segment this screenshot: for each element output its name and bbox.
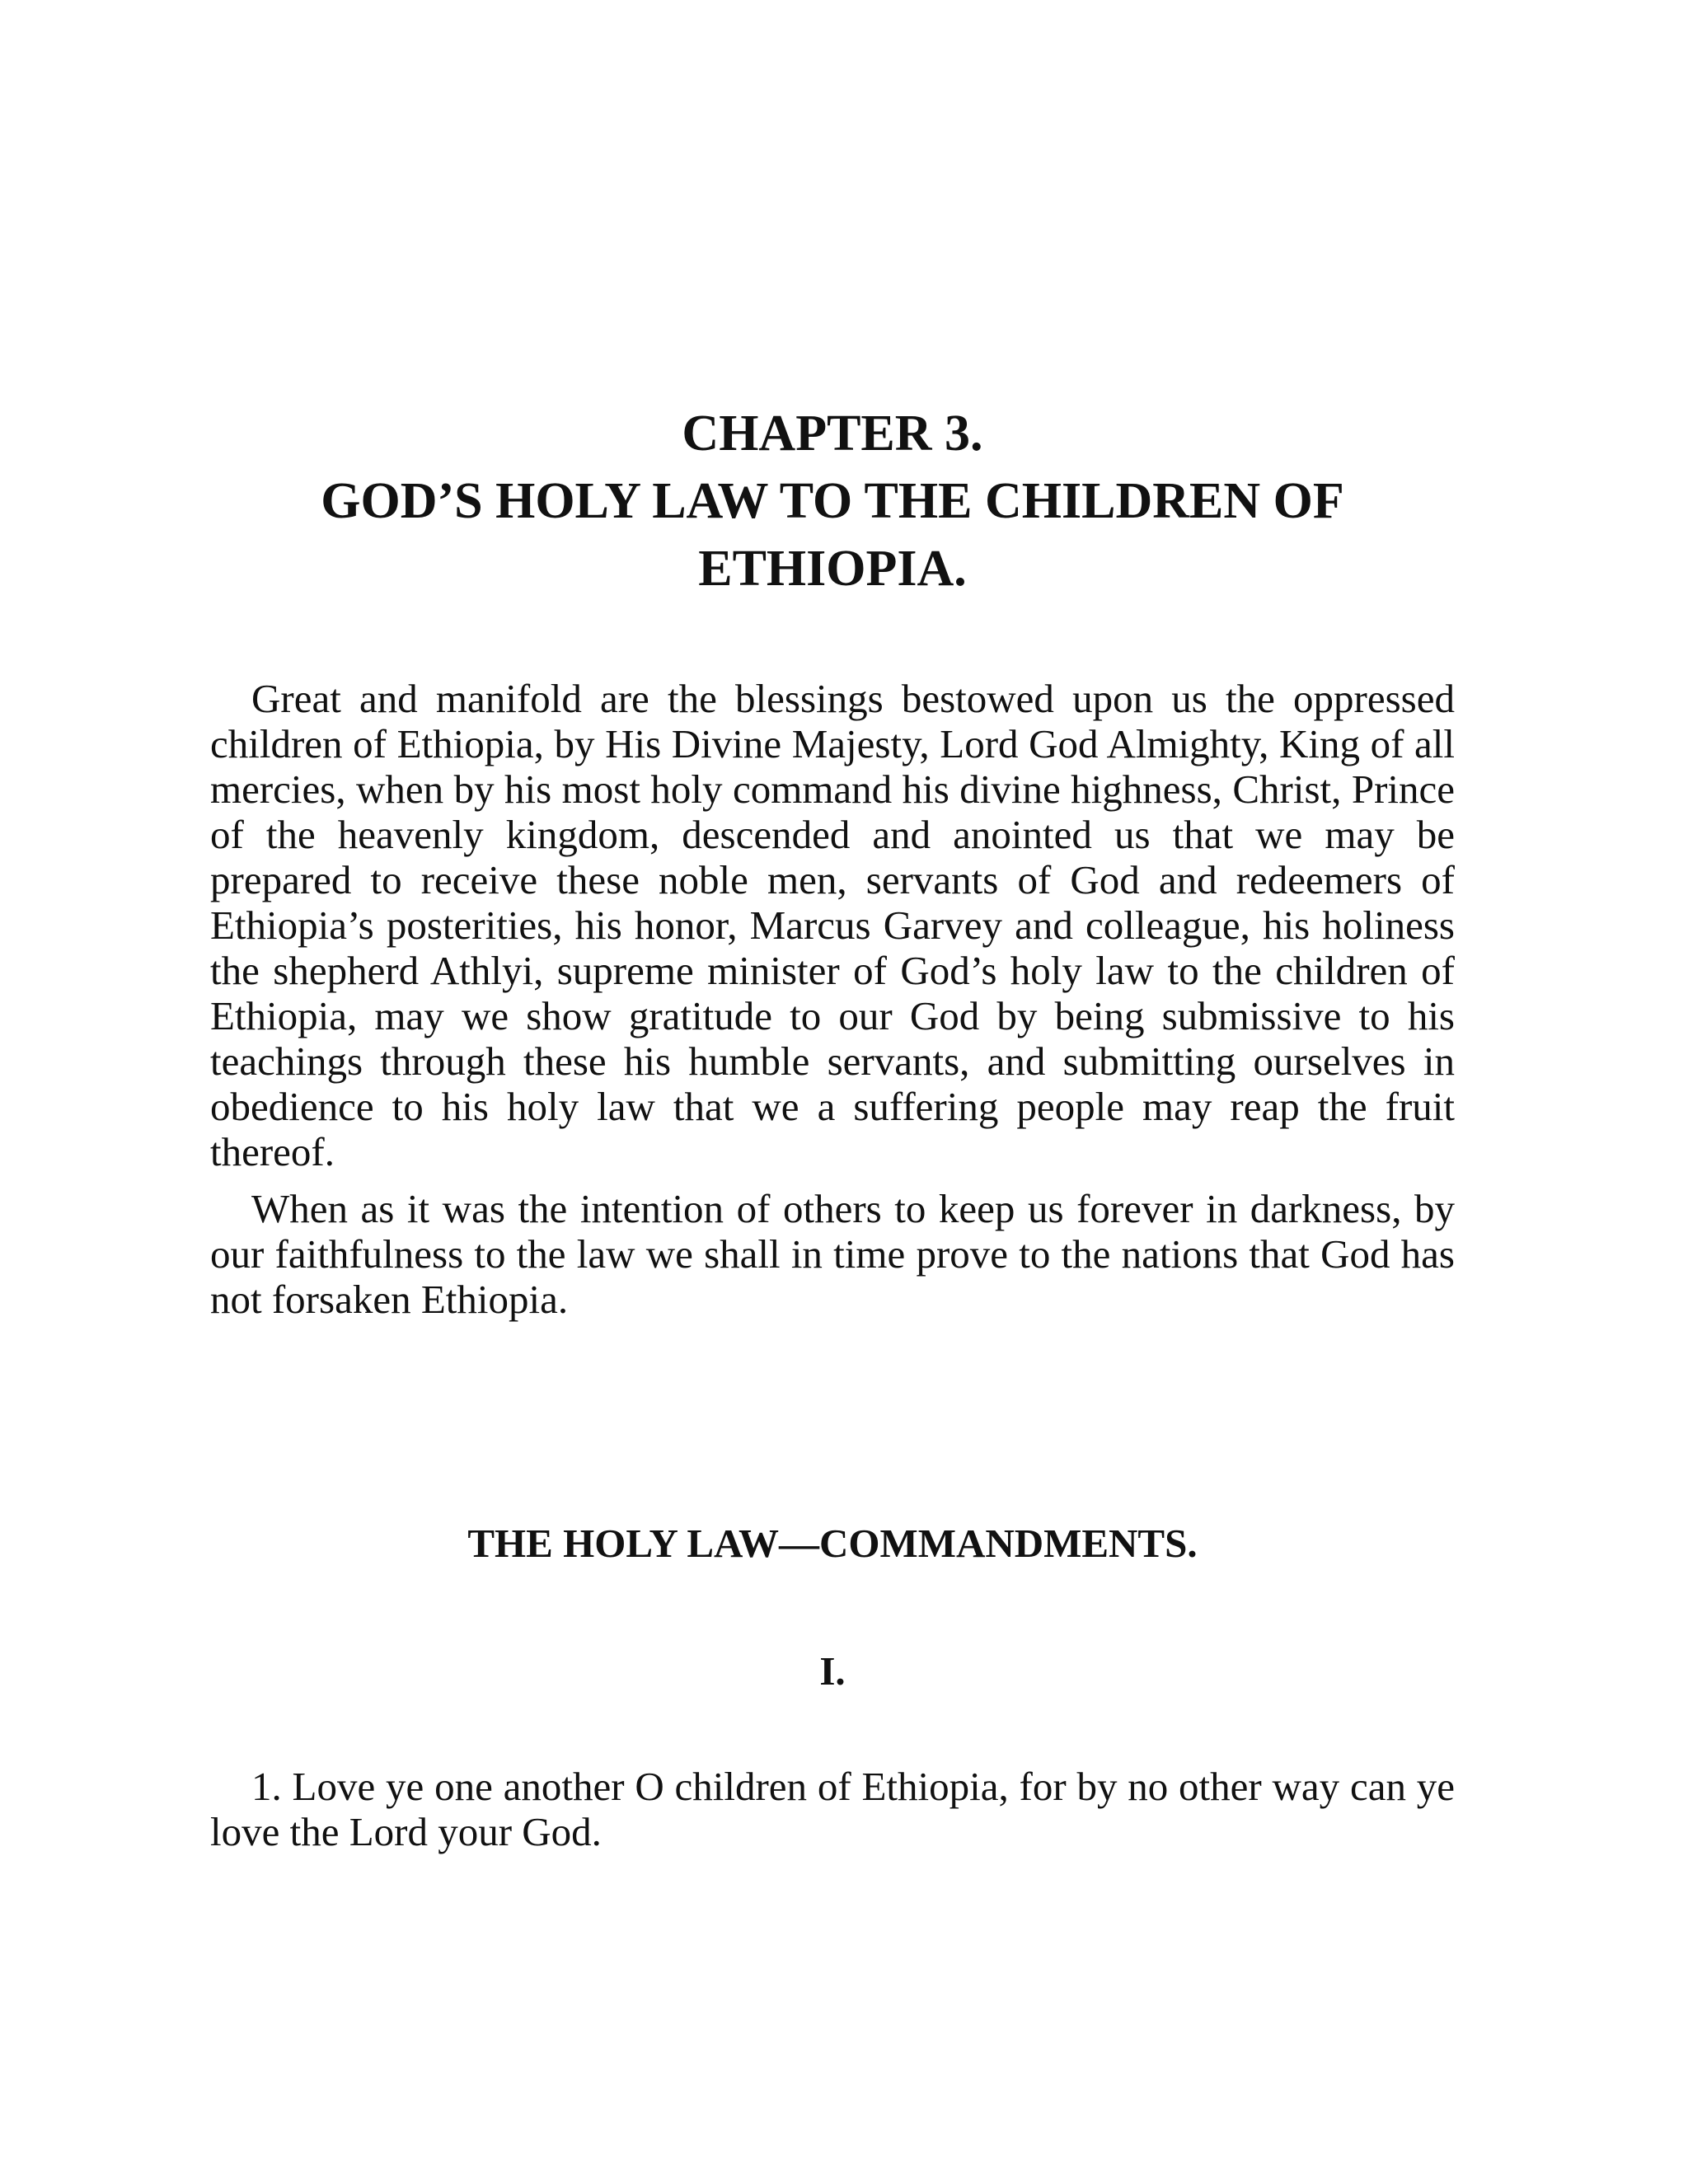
chapter-body bbox=[210, 676, 1455, 1333]
chapter-title-line-2: ETHIOPIA. bbox=[698, 541, 967, 597]
paragraph-2: When as it was the intention of others to keep us forever in darkness, by our faithfulness to the law we shall in time prove to the nations that God has not forsaken Ethiopia. bbox=[210, 1186, 1455, 1322]
chapter-heading bbox=[210, 400, 1455, 602]
paragraph-1: Great and manifold are the blessings bestowed upon us the oppressed children of Ethiopia, by His Divine Majesty, Lord God Almighty, King of all mercies, when by his most holy command his divine highness, Christ, Prince of the heavenly kingdom, descended and anointed us that we may be prepared to receive these noble men, servants of God and redeemers of Ethiopia’s posterities, his honor, Marcus Garvey and colleague, his holiness the shepherd Athlyi, supreme minister of God’s holy law to the children of Ethiopia, may we show gratitude to our God by being submissive to his teachings through these his humble servants, and submitting ourselves in obedience to his holy law that we a suffering people may reap the fruit thereof. bbox=[210, 676, 1455, 1174]
part-numeral: I. bbox=[819, 1648, 846, 1694]
section-heading: THE HOLY LAW—COMMANDMENTS. bbox=[467, 1521, 1198, 1566]
commandment-1: 1. Love ye one another O children of Ethiopia, for by no other way can ye love the Lord your God. bbox=[210, 1764, 1455, 1854]
book-page bbox=[210, 0, 1455, 2184]
chapter-number: CHAPTER 3. bbox=[682, 405, 983, 462]
chapter-title-line-1: GOD’S HOLY LAW TO THE CHILDREN OF bbox=[321, 473, 1344, 529]
